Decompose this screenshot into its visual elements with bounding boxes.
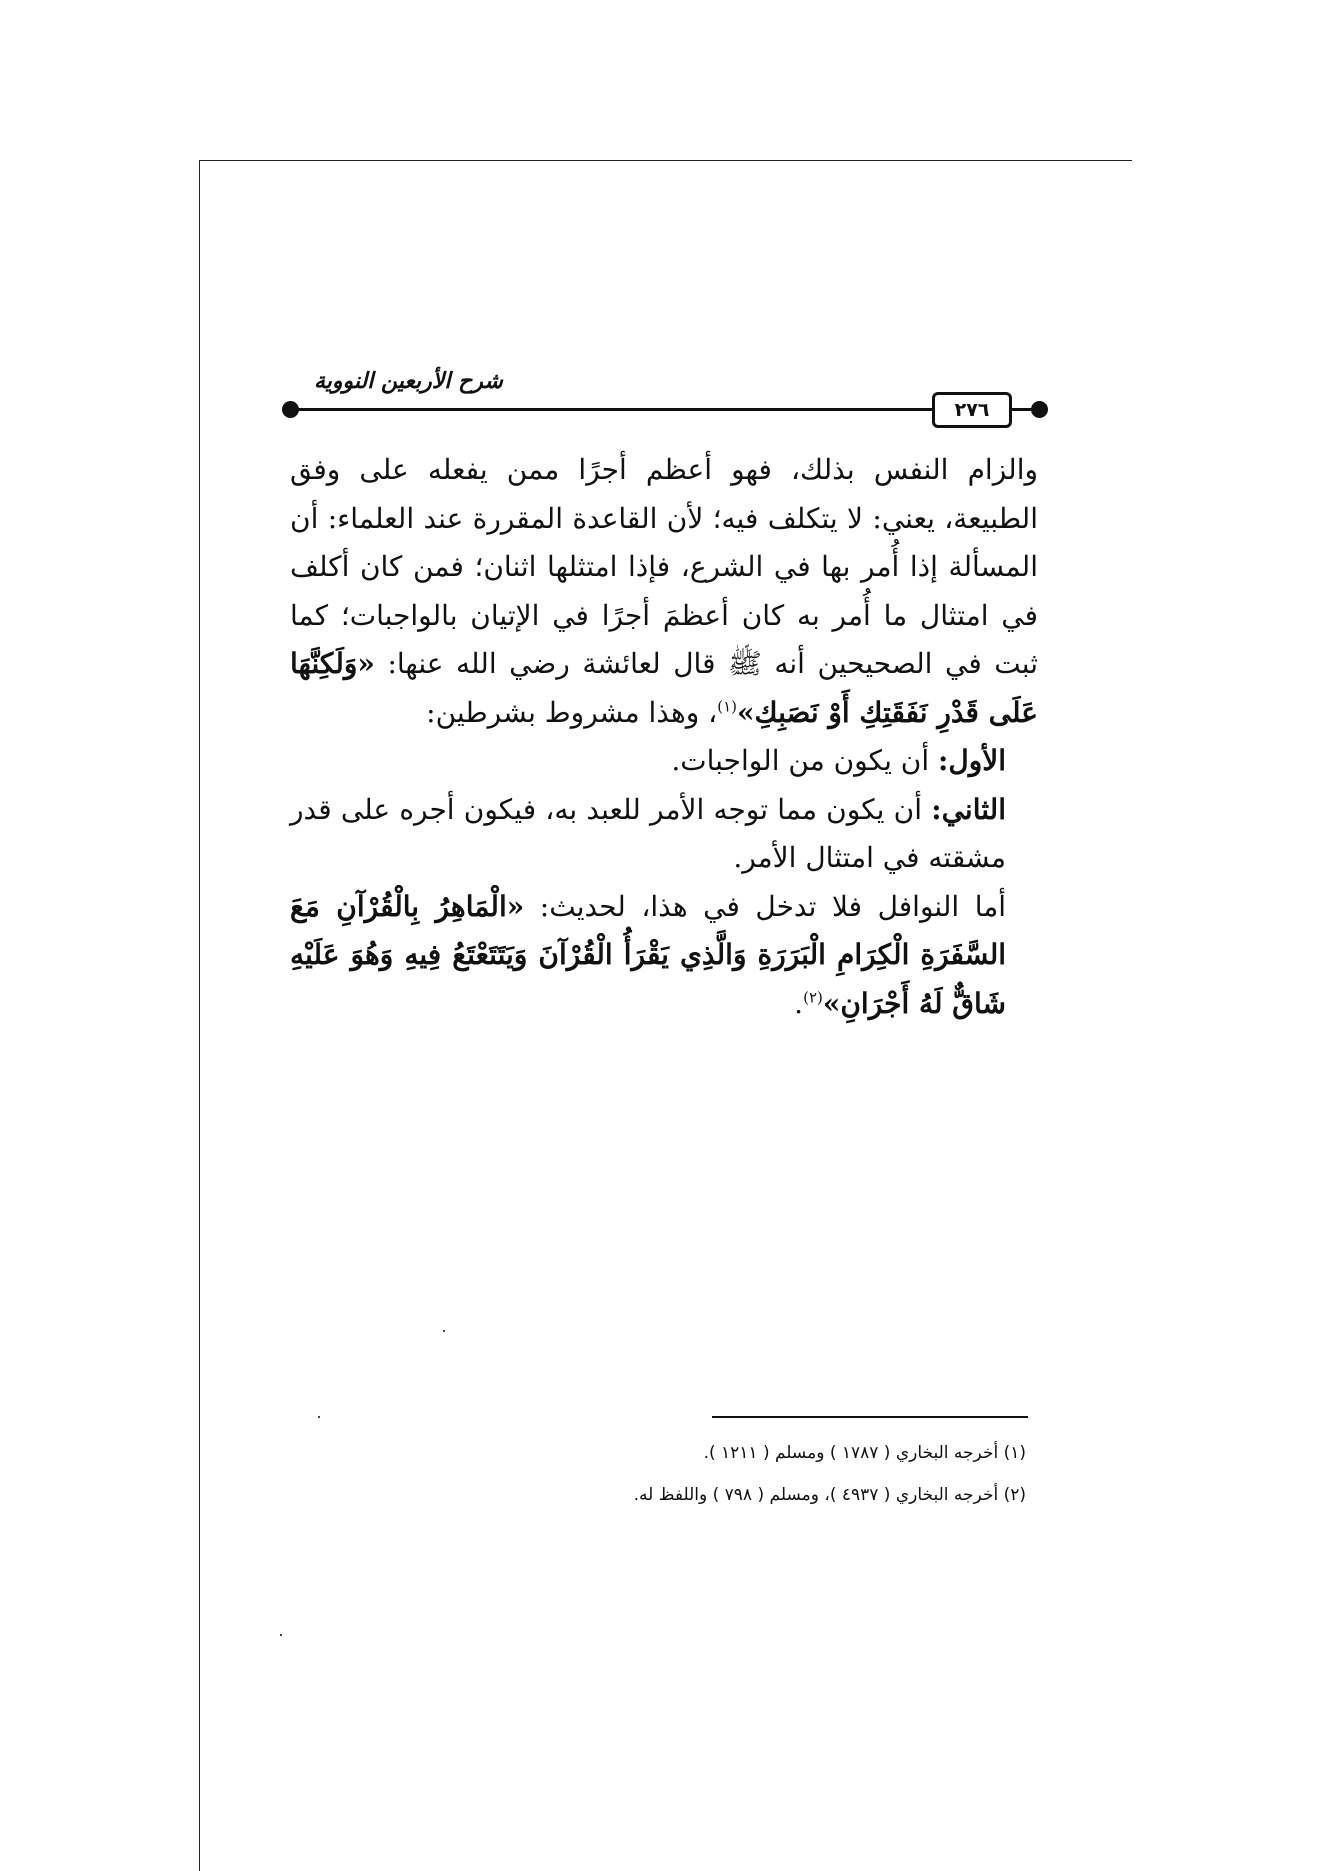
footnote-ref-1[interactable]: (١) <box>717 697 737 716</box>
footnote-1: (١) أخرجه البخاري ( ١٧٨٧ ) ومسلم ( ١٢١١ ). <box>703 1443 1026 1463</box>
footnote-2: (٢) أخرجه البخاري ( ٤٩٣٧ )، ومسلم ( ٧٩٨ ) واللفظ له. <box>633 1485 1026 1505</box>
condition-second-label: الثاني: <box>931 792 1006 826</box>
condition-first <box>290 737 1038 786</box>
footnotes <box>380 1432 1026 1516</box>
condition-first-label: الأول: <box>938 744 1006 777</box>
footnote-ref-2[interactable]: (٢) <box>803 988 823 1007</box>
condition-first-text: أن يكون من الواجبات. <box>671 744 939 777</box>
hadith-quote-1: «وَلَكِنَّهَا عَلَى قَدْرِ نَفَقَتِكِ أَوْ نَصَبِكِ» <box>290 647 1038 729</box>
paragraph-4-text: أما النوافل فلا تدخل في هذا، لحديث: <box>524 889 1007 923</box>
paragraph-1 <box>290 446 1038 737</box>
header-dot-left <box>282 401 299 418</box>
scan-speck <box>318 1416 320 1418</box>
condition-second <box>290 786 1038 883</box>
paragraph-1-text-b: ، وهذا مشروط بشرطين: <box>426 695 718 729</box>
scan-frame-top-line <box>199 160 1132 161</box>
scan-speck <box>280 1634 282 1636</box>
condition-second-text: أن يكون مما توجه الأمر للعبد به، فيكون أجره على قدر مشقته في امتثال الأمر. <box>290 792 1006 874</box>
scan-speck <box>443 1330 445 1332</box>
header-dot-right <box>1031 401 1048 418</box>
paragraph-4-end: . <box>794 986 804 1020</box>
running-title: شرح الأربعين النووية <box>308 368 509 394</box>
page-header <box>290 368 1040 422</box>
main-text <box>290 446 1038 1028</box>
scan-frame-left-line <box>199 160 200 1871</box>
footnote-separator <box>712 1416 1028 1418</box>
hadith-quote-2: «الْمَاهِرُ بِالْقُرْآنِ مَعَ السَّفَرَةِ الْكِرَامِ الْبَرَرَةِ وَالَّذِي يَقْرَأُ الْقُرْآنَ وَيَتَتَعْتَعُ فِيهِ وَهُوَ عَلَيْهِ شَاقٌّ لَهُ أَجْرَانِ» <box>290 889 1006 1020</box>
paragraph-1-text-a: والزام النفس بذلك، فهو أعظم أجرًا ممن يفعله على وفق الطبيعة، يعني: لا يتكلف فيه؛ لأن القاعدة المقررة عند العلماء: أن المسألة إذا أُمر بها في الشرع، فإذا امتثلها اثنان؛ فمن كان أكلف في امتثال ما أُمر به كان أعظمَ أجرًا في الإتيان بالواجبات؛ كما ثبت في الصحيحين أنه ﷺ قال لعائشة رضي الله عنها: <box>290 453 1038 680</box>
header-rule <box>290 408 1040 411</box>
page-number: ٢٧٦ <box>932 392 1012 428</box>
paragraph-4 <box>290 883 1038 1029</box>
